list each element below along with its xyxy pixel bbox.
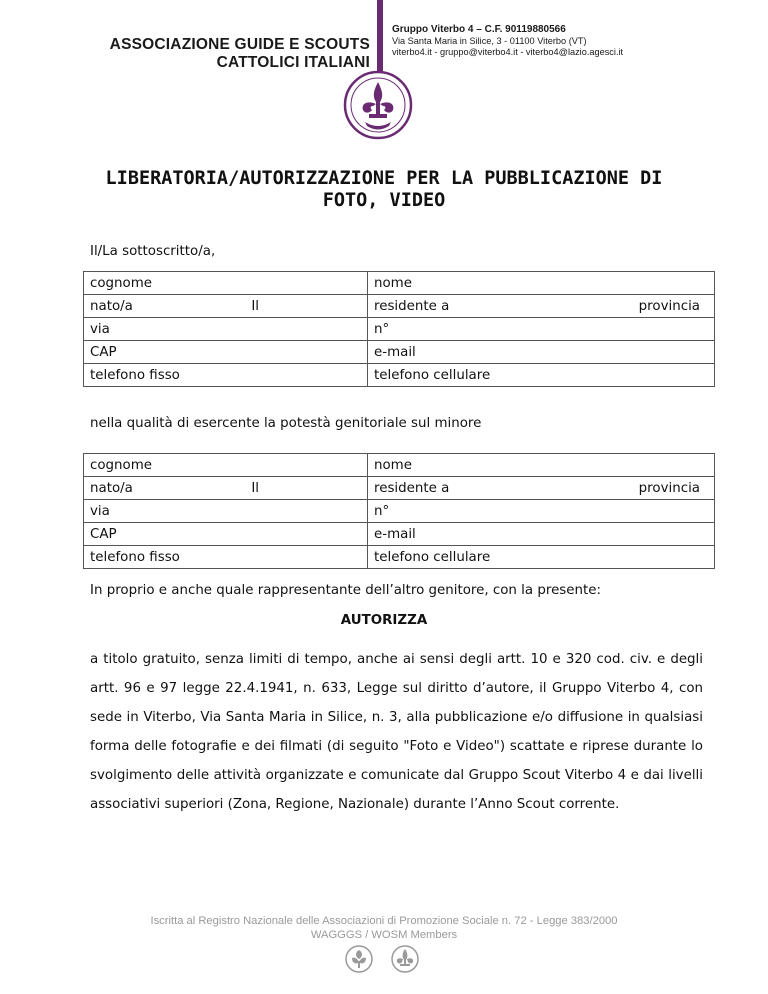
wosm-fleur-icon bbox=[390, 944, 420, 974]
footer-registry: Iscritta al Registro Nazionale delle Associazioni di Promozione Sociale n. 72 - Legge 383/2000 bbox=[150, 915, 618, 927]
in-proprio-text: In proprio e anche quale rappresentante dell’altro genitore, con la presente: bbox=[90, 583, 602, 598]
residence-field[interactable] bbox=[368, 477, 715, 500]
parent-data-table bbox=[83, 271, 715, 387]
group-address: Via Santa Maria in Silice, 3 - 01100 Viterbo (VT) bbox=[392, 35, 587, 46]
residente-label: residente a bbox=[374, 298, 450, 314]
letterhead bbox=[0, 0, 768, 150]
via-field[interactable]: via bbox=[84, 500, 368, 523]
group-name: Gruppo Viterbo 4 bbox=[392, 24, 474, 35]
wagggs-trefoil-icon bbox=[344, 944, 374, 974]
numero-field[interactable]: n° bbox=[368, 318, 715, 341]
association-name bbox=[110, 36, 370, 72]
agesci-emblem-icon bbox=[343, 70, 413, 140]
qualita-text: nella qualità di esercente la potestà genitoriale sul minore bbox=[90, 416, 482, 431]
nome-field[interactable]: nome bbox=[368, 454, 715, 477]
intro-text: Il/La sottoscritto/a, bbox=[90, 244, 216, 259]
nome-field[interactable]: nome bbox=[368, 272, 715, 295]
org-line-1: ASSOCIAZIONE GUIDE E SCOUTS bbox=[109, 36, 370, 53]
via-field[interactable]: via bbox=[84, 318, 368, 341]
nato-label: nato/a bbox=[90, 480, 133, 496]
cap-field[interactable]: CAP bbox=[84, 523, 368, 546]
document-title bbox=[40, 168, 728, 212]
footer bbox=[0, 914, 768, 942]
residence-field[interactable] bbox=[368, 295, 715, 318]
numero-field[interactable]: n° bbox=[368, 500, 715, 523]
email-field[interactable]: e-mail bbox=[368, 523, 715, 546]
telefono-fisso-field[interactable]: telefono fisso bbox=[84, 364, 368, 387]
nato-label: nato/a bbox=[90, 298, 133, 314]
telefono-cellulare-field[interactable]: telefono cellulare bbox=[368, 364, 715, 387]
title-line-1: LIBERATORIA/AUTORIZZAZIONE PER LA PUBBLICAZIONE DI bbox=[105, 168, 663, 189]
il-label: Il bbox=[251, 298, 259, 314]
title-line-2: FOTO, VIDEO bbox=[322, 190, 446, 211]
group-contacts: viterbo4.it - gruppo@viterbo4.it - viterbo4@lazio.agesci.it bbox=[392, 47, 624, 57]
group-cf: C.F. 90119880566 bbox=[484, 24, 566, 35]
birth-field[interactable] bbox=[84, 477, 368, 500]
footer-logos bbox=[344, 944, 420, 974]
telefono-cellulare-field[interactable]: telefono cellulare bbox=[368, 546, 715, 569]
minor-data-table bbox=[83, 453, 715, 569]
group-info: Gruppo Viterbo 4 – C.F. 90119880566 Via Santa Maria in Silice, 3 - 01100 Viterbo (VT) viterbo4.it - gruppo@viterbo4.it - viterbo4@lazio.agesci.it bbox=[392, 24, 624, 57]
header-divider bbox=[377, 0, 383, 72]
org-line-2: CATTOLICI ITALIANI bbox=[216, 54, 370, 71]
cognome-field[interactable]: cognome bbox=[84, 454, 368, 477]
authorization-body: a titolo gratuito, senza limiti di tempo, anche ai sensi degli artt. 10 e 320 cod. civ. e degli artt. 96 e 97 legge 22.4.1941, n. 633, Legge sul diritto d’autore, il Gruppo Viterbo 4, con sede in Viterbo, Via Santa Maria in Silice, n. 3, alla pubblicazione e/o diffusione in qualsiasi forma delle fotografie e dei filmati (di seguito "Foto e Video") scattate e riprese durante lo svolgimento delle attività organizzate e comunicate dal Gruppo Scout Viterbo 4 e dai livelli associativi superiori (Zona, Regione, Nazionale) durante l’Anno Scout corrente. bbox=[90, 652, 703, 812]
autorizza-heading: AUTORIZZA bbox=[340, 613, 428, 628]
il-label: Il bbox=[251, 480, 259, 496]
email-field[interactable]: e-mail bbox=[368, 341, 715, 364]
footer-members: WAGGGS / WOSM Members bbox=[310, 929, 458, 941]
provincia-label: provincia bbox=[638, 480, 700, 496]
telefono-fisso-field[interactable]: telefono fisso bbox=[84, 546, 368, 569]
residente-label: residente a bbox=[374, 480, 450, 496]
birth-field[interactable] bbox=[84, 295, 368, 318]
provincia-label: provincia bbox=[638, 298, 700, 314]
cap-field[interactable]: CAP bbox=[84, 341, 368, 364]
cognome-field[interactable]: cognome bbox=[84, 272, 368, 295]
